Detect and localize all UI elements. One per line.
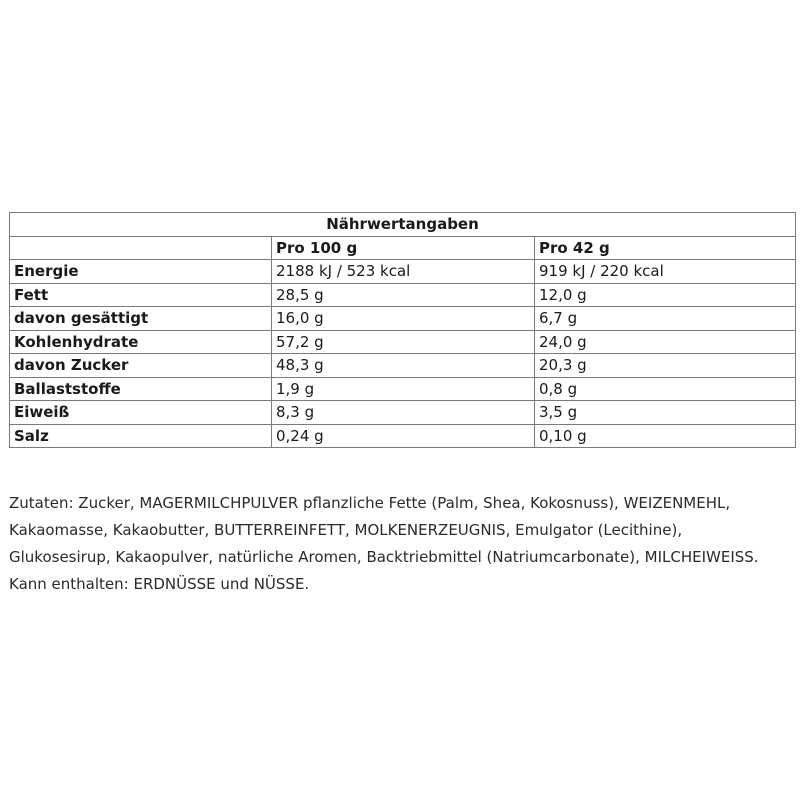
ingredients-text	[9, 490, 795, 598]
value-per-42g: 0,8 g	[535, 377, 796, 401]
value-per-42g: 919 kJ / 220 kcal	[535, 260, 796, 284]
row-label: Energie	[10, 260, 272, 284]
table-row	[10, 283, 796, 307]
row-label: Salz	[10, 424, 272, 448]
row-label: davon gesättigt	[10, 307, 272, 331]
table-row	[10, 424, 796, 448]
nutrition-table	[9, 212, 796, 448]
value-per-42g: 24,0 g	[535, 330, 796, 354]
ingredients-line: Kakaomasse, Kakaobutter, BUTTERREINFETT, MOLKENERZEUGNIS, Emulgator (Lecithine),	[9, 521, 683, 539]
table-row	[10, 260, 796, 284]
allergen-note: Kann enthalten: ERDNÜSSE und NÜSSE.	[9, 575, 310, 593]
row-label: Kohlenhydrate	[10, 330, 272, 354]
ingredients-line: Glukosesirup, Kakaopulver, natürliche Aromen, Backtriebmittel (Natriumcarbonate), MILCHEIWEISS.	[9, 548, 759, 566]
table-row	[10, 377, 796, 401]
value-per-42g: 20,3 g	[535, 354, 796, 378]
table-row	[10, 401, 796, 425]
value-per-100g: 16,0 g	[272, 307, 535, 331]
header-cell-per-42g: Pro 42 g	[535, 236, 796, 260]
table-row	[10, 307, 796, 331]
row-label: Ballaststoffe	[10, 377, 272, 401]
header-cell-empty	[10, 236, 272, 260]
value-per-100g: 2188 kJ / 523 kcal	[272, 260, 535, 284]
value-per-100g: 48,3 g	[272, 354, 535, 378]
value-per-100g: 28,5 g	[272, 283, 535, 307]
value-per-100g: 57,2 g	[272, 330, 535, 354]
ingredients-line: Zutaten: Zucker, MAGERMILCHPULVER pflanzliche Fette (Palm, Shea, Kokosnuss), WEIZENMEHL,	[9, 494, 731, 512]
row-label: davon Zucker	[10, 354, 272, 378]
value-per-42g: 3,5 g	[535, 401, 796, 425]
value-per-100g: 8,3 g	[272, 401, 535, 425]
value-per-100g: 0,24 g	[272, 424, 535, 448]
value-per-42g: 12,0 g	[535, 283, 796, 307]
value-per-100g: 1,9 g	[272, 377, 535, 401]
value-per-42g: 6,7 g	[535, 307, 796, 331]
row-label: Eiweiß	[10, 401, 272, 425]
table-header-row	[10, 236, 796, 260]
value-per-42g: 0,10 g	[535, 424, 796, 448]
table-title: Nährwertangaben	[10, 213, 796, 237]
table-row	[10, 354, 796, 378]
row-label: Fett	[10, 283, 272, 307]
table-title-row	[10, 213, 796, 237]
header-cell-per-100g: Pro 100 g	[272, 236, 535, 260]
table-row	[10, 330, 796, 354]
